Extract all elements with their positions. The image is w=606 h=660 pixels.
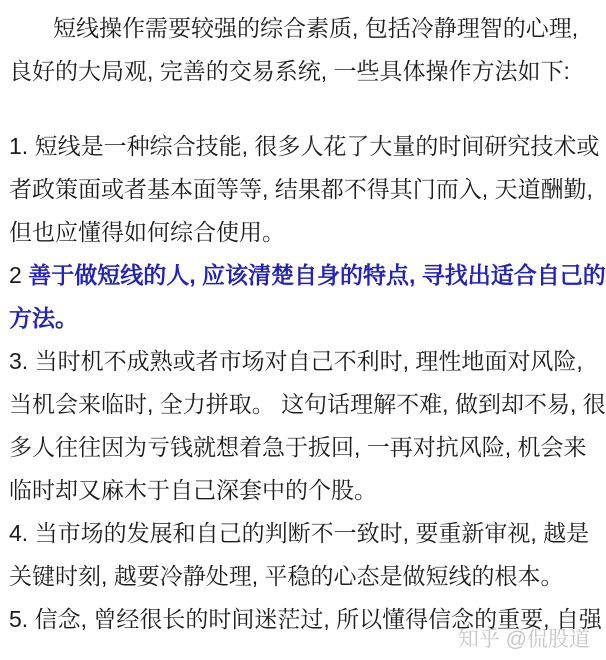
intro-paragraph [9,7,594,93]
text-line: 1. 短线是一种综合技能, 很多人花了大量的时间研究技术或 [9,133,600,159]
text-line: 3. 当时机不成熟或者市场对自己不利时, 理性地面对风险, [9,348,583,374]
article-text [9,7,606,641]
text-line: 但也应懂得如何综合使用。 [9,219,285,245]
item-2 [9,254,606,340]
highlight-text: 善于做短线的人, 应该清楚自身的特点, 寻找出适合自己的 [28,262,606,288]
text-line: 当机会来临时, 全力拼取。 这句话理解不难, 做到却不易, 很 [9,391,606,417]
text-line: 方法。 [9,305,78,331]
text-line: 良好的大局观, 完善的交易系统, 一些具体操作方法如下: [9,58,570,84]
item-number: 2 [9,262,29,288]
text-line [9,254,606,297]
item-3 [9,340,606,512]
watermark: 知乎 @侃股道 [457,628,590,651]
text-line: 多人往往因为亏钱就想着急于扳回, 一再对抗风险, 机会来 [9,434,587,460]
text-line: 4. 当市场的发展和自己的判断不一致时, 要重新审视, 越是 [9,520,590,546]
text-line: 短线操作需要较强的综合素质, 包括冷静理智的心理, [53,15,579,41]
text-line: 关键时刻, 越要冷静处理, 平稳的心态是做短线的根本。 [9,563,564,589]
item-4 [9,512,594,598]
text-line: 临时却又麻木于自己深套中的个股。 [9,477,377,503]
text-line: 者政策面或者基本面等等, 结果都不得其门而入, 天道酬勤, [9,176,593,202]
text-line: 5. 信念, 曾经很长的时间迷茫过, 所以懂得信念的重要, 自强 [9,606,602,632]
item-1 [9,125,600,254]
